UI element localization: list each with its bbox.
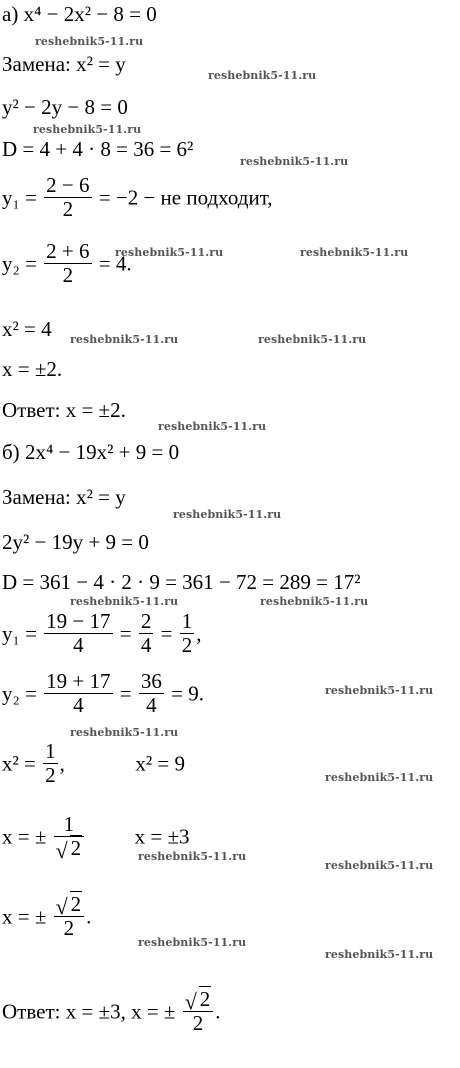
- watermark: reshebnik5-11.ru: [35, 35, 144, 48]
- part-a-x-value: x = ±2.: [2, 357, 63, 381]
- watermark: reshebnik5-11.ru: [138, 850, 247, 863]
- watermark: reshebnik5-11.ru: [70, 333, 179, 346]
- part-a-quadratic: y² − 2y − 8 = 0: [2, 95, 128, 119]
- watermark: reshebnik5-11.ru: [33, 123, 142, 136]
- part-a-x-squared: x² = 4: [2, 317, 52, 341]
- part-b-discriminant: D = 361 − 4 · 2 · 9 = 361 − 72 = 289 = 17²: [2, 570, 361, 594]
- watermark: reshebnik5-11.ru: [325, 859, 434, 872]
- watermark: reshebnik5-11.ru: [260, 595, 369, 608]
- part-a-root-y2: y₂ = $\frac{2 + 6}{2}$ = 4.: [2, 239, 132, 288]
- watermark: reshebnik5-11.ru: [138, 936, 247, 949]
- part-a-equation: а) x⁴ − 2x² − 8 = 0: [2, 2, 157, 26]
- part-a-substitution: Замена: x² = y: [2, 52, 126, 76]
- part-b-x-pm: x = ± 1 √ 2 x = ±3: [2, 812, 190, 864]
- watermark: reshebnik5-11.ru: [173, 508, 282, 521]
- part-b-substitution: Замена: x² = y: [2, 485, 126, 509]
- watermark: reshebnik5-11.ru: [115, 246, 224, 259]
- watermark: reshebnik5-11.ru: [325, 684, 434, 697]
- part-b-root-y1: y₁ = $\frac{19 - 17}{4}$ = $\frac{2}{4}$ = $\frac{1}{2}$ ,: [2, 609, 202, 658]
- watermark: reshebnik5-11.ru: [258, 333, 367, 346]
- part-b-x-rationalized: x = ± √ 2 2 .: [2, 892, 92, 941]
- part-b-root-y2: y₂ = $\frac{19 + 17}{4}$ = $\frac{36}{4}$ = 9.: [2, 669, 204, 718]
- watermark: reshebnik5-11.ru: [325, 771, 434, 784]
- watermark: reshebnik5-11.ru: [208, 69, 317, 82]
- part-a-answer: Ответ: x = ±2.: [2, 398, 126, 422]
- watermark: reshebnik5-11.ru: [158, 420, 267, 433]
- part-a-root-y1: y₁ = $\frac{2 - 6}{2}$ = −2 − не подходит,: [2, 173, 273, 222]
- watermark: reshebnik5-11.ru: [70, 726, 179, 739]
- part-b-equation: б) 2x⁴ − 19x² + 9 = 0: [2, 440, 180, 464]
- part-b-quadratic: 2y² − 19y + 9 = 0: [2, 530, 149, 554]
- part-b-answer: Ответ: x = ±3, x = ± √ 2 2 .: [2, 987, 221, 1036]
- watermark: reshebnik5-11.ru: [325, 948, 434, 961]
- watermark: reshebnik5-11.ru: [300, 246, 409, 259]
- watermark: reshebnik5-11.ru: [240, 155, 349, 168]
- watermark: reshebnik5-11.ru: [70, 595, 179, 608]
- part-b-x-squared: x² = $\frac{1}{2}$ , x² = 9: [2, 739, 186, 788]
- part-a-discriminant: D = 4 + 4 · 8 = 36 = 6²: [2, 137, 194, 161]
